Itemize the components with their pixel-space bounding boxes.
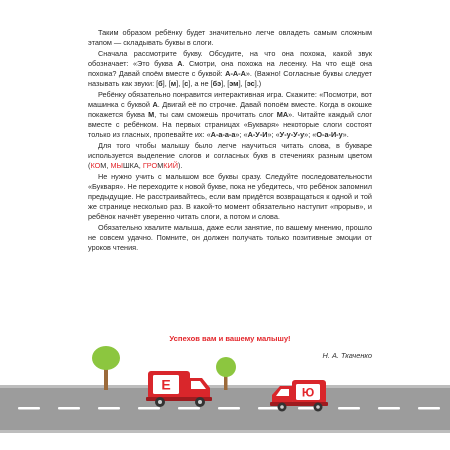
text-run: ». (Важно! Согласные буквы следует называть как звуки: [ — [88, 68, 372, 89]
text-run: ». Читайте каждый слог вместе с ребёнком. На первых страницах «Букваря» некоторые слоги состоят только из гласных, пропевайте их: « — [88, 109, 372, 140]
bold-text: А — [177, 58, 183, 68]
paragraph — [88, 90, 372, 140]
bold-text: У-у-У-у — [279, 130, 305, 140]
text-run: ШКА, — [122, 161, 143, 170]
text-run: »; « — [304, 130, 317, 140]
text-run: »; « — [267, 130, 280, 140]
bold-text: с — [184, 79, 189, 89]
bold-text: А-А-А — [225, 68, 246, 78]
bold-text: А-У-И — [247, 130, 268, 140]
highlight-text: КИЙ — [163, 161, 179, 170]
text-run: Для того чтобы малышу было легче научиться читать слова, в букваре используется выделение слогов и согласных букв в стечениях разным цветом ( — [88, 140, 372, 170]
paragraph — [88, 28, 372, 48]
paragraph — [88, 49, 372, 89]
highlight-text: КО — [90, 161, 101, 170]
text-run: Не нужно учить с малышом все буквы сразу. Следуйте последовательности «Букваря». Не переходите к новой букве, пока не убедитесь, что ребёнок запомнил предыдущие. Не расстраивайтесь, если вам придётся возвращаться к одной и той же странице несколько раз. В какой-то момент обязательно наступит «прорыв», и ребёнок начнёт уверенно читать слоги, а потом и слова. — [88, 171, 372, 222]
text-run: Ребёнку обязательно понравится интерактивная игра. Скажите: «Посмотри, вот машинка с буквой — [88, 89, 372, 109]
paragraph — [88, 223, 372, 253]
slogan: Успехов вам и вашему малышу! — [169, 334, 291, 343]
text-run: ], [ — [221, 79, 230, 89]
highlight-text: ГРО — [142, 161, 158, 170]
text-run: . Смотри, она похожа на лесенку. На что ещё она похожа? Давай споём вместе с буквой: — [88, 58, 372, 78]
truck-right-letter: Ю — [301, 385, 315, 400]
road-edge-bottom — [0, 430, 450, 433]
road-illustration — [0, 340, 450, 450]
text-run: »; « — [235, 130, 248, 140]
bold-text: бэ — [212, 79, 222, 89]
text-run: . Двигай её по строчке. Давай попоём вместе. Когда в окошке покажется буква — [88, 99, 372, 119]
text-run: Обязательно хвалите малыша, даже если занятие, по вашему мнению, прошло не совсем удачно. Помните, он должен получать только позитивные эмоции от уроков чтения. — [88, 222, 372, 252]
truck-left-letter: Е — [161, 376, 171, 393]
text-run: ], [ — [238, 79, 247, 89]
text-run: ], [ — [162, 79, 171, 89]
text-run: М, — [100, 161, 111, 170]
bold-text: О-а-И-у — [316, 130, 343, 140]
bold-text: МА — [276, 109, 289, 119]
paragraph — [88, 141, 372, 171]
bold-text: эс — [246, 79, 255, 89]
text-run: ). — [178, 161, 183, 170]
bold-text: А — [152, 99, 158, 109]
highlight-text: МЫ — [110, 161, 123, 170]
text-run: Таким образом ребёнку будет значительно легче овладеть самым сложным этапом — складывать буквы в слоги. — [88, 28, 372, 48]
text-run: М — [157, 161, 164, 170]
article-text — [88, 28, 372, 253]
text-run: Сначала рассмотрите букву. Обсудите, на что она похожа, какой звук обозначает: «Это буква — [88, 48, 372, 68]
text-run: ], а не [ — [188, 79, 213, 89]
author-signature: Н. А. Ткаченко — [322, 351, 372, 360]
text-run: ].) — [254, 79, 262, 89]
text-run: , ты сам сможешь прочитать слог — [154, 109, 277, 119]
tree-left — [92, 346, 120, 390]
bold-text: б — [158, 79, 163, 89]
bold-text: м — [170, 79, 177, 89]
paragraph — [88, 172, 372, 222]
bold-text: эм — [229, 79, 239, 89]
text-run: ], [ — [176, 79, 185, 89]
text-run: ». — [342, 130, 349, 140]
bold-text: А-а-а-а — [210, 130, 236, 140]
bold-text: М — [148, 109, 155, 119]
